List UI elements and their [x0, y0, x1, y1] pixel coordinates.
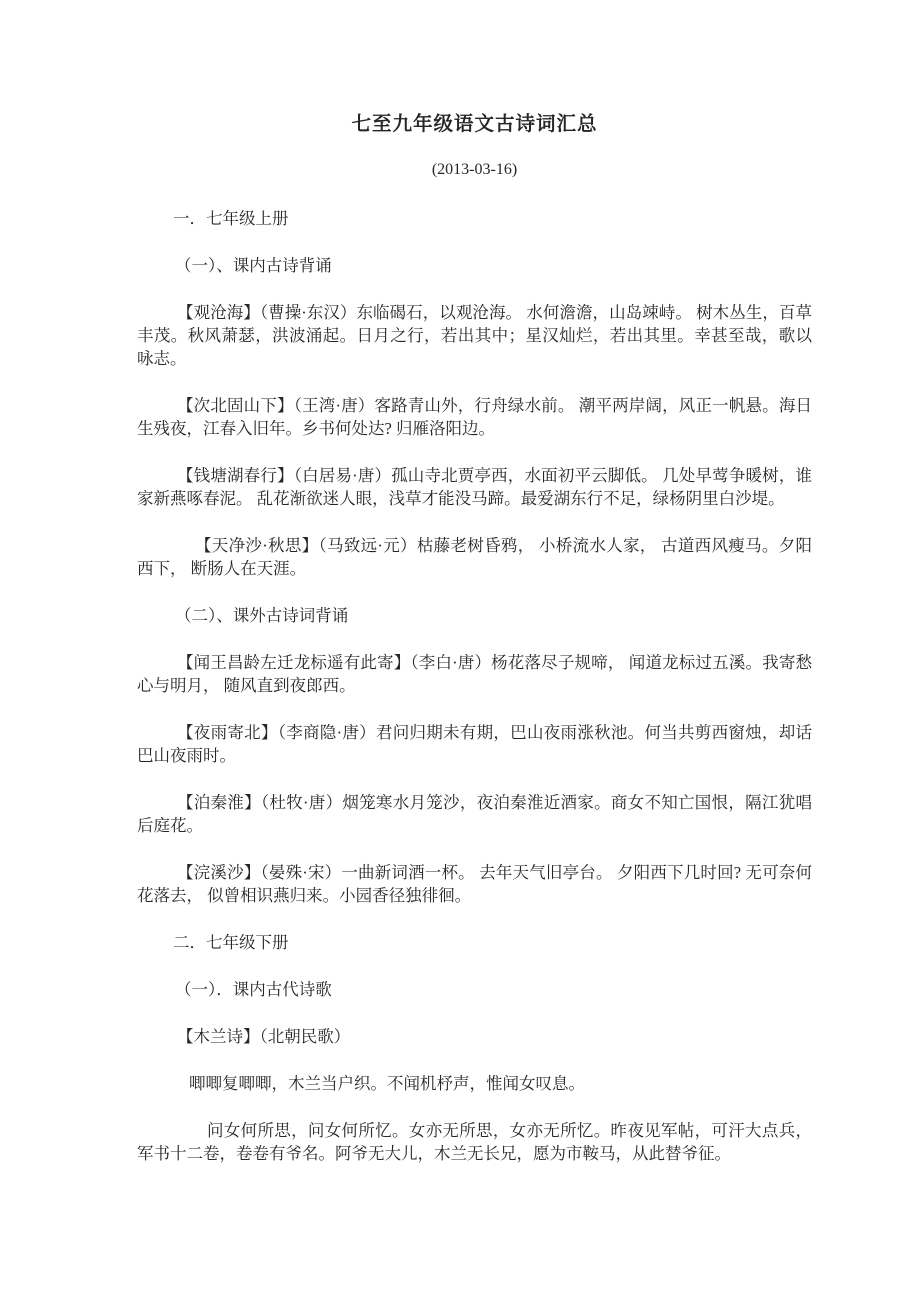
poem-wenwangchangling: 【闻王昌龄左迁龙标遥有此寄】（李白·唐）杨花落尽子规啼， 闻道龙标过五溪。我寄愁心与明月， 随风直到夜郎西。 — [137, 653, 812, 695]
poem-cibeigushanxia: 【次北固山下】（王湾·唐）客路青山外，行舟绿水前。 潮平两岸阔，风正一帆悬。海日生残夜，江春入旧年。乡书何处达? 归雁洛阳边。 — [137, 396, 812, 438]
subsection-heading-in-class: （一）、课内古诗背诵 — [175, 256, 332, 275]
poem-qiantanghuchunxing: 【钱塘湖春行】（白居易·唐）孤山寺北贾亭西，水面初平云脚低。 几处早莺争暖树，谁家新燕啄春泥。 乱花渐欲迷人眼，浅草才能没马蹄。最爱湖东行不足，绿杨阴里白沙堤。 — [137, 466, 812, 508]
poem-yeyujibei: 【夜雨寄北】（李商隐·唐）君问归期未有期，巴山夜雨涨秋池。何当共剪西窗烛，却话巴山夜雨时。 — [137, 723, 812, 765]
poem-mulanshi-stanza-2: 问女何所思，问女何所忆。女亦无所思，女亦无所忆。昨夜见军帖，可汗大点兵，军书十二卷，卷卷有爷名。阿爷无大儿，木兰无长兄，愿为市鞍马，从此替爷征。 — [137, 1121, 812, 1163]
poem-tianjingsha-qiusi: 【天净沙·秋思】（马致远·元）枯藤老树昏鸦， 小桥流水人家， 古道西风瘦马。夕阳西下， 断肠人在天涯。 — [137, 536, 812, 578]
section-heading-grade7-vol2: 二．七年级下册 — [173, 933, 289, 952]
section-heading-grade7-vol1: 一．七年级上册 — [173, 209, 289, 228]
subsection-heading-in-class-2: （一）．课内古代诗歌 — [175, 980, 332, 999]
document-title: 七至九年级语文古诗词汇总 — [351, 114, 598, 135]
poem-mulanshi-stanza-1: 唧唧复唧唧，木兰当户织。不闻机杼声，惟闻女叹息。 — [189, 1074, 585, 1093]
poem-boqinhuai: 【泊秦淮】（杜牧·唐）烟笼寒水月笼沙，夜泊秦淮近酒家。商女不知亡国恨，隔江犹唱后庭花。 — [137, 793, 812, 835]
document-date: (2013-03-16) — [431, 161, 518, 178]
poem-guancanghai: 【观沧海】（曹操·东汉）东临碣石，以观沧海。 水何澹澹，山岛竦峙。 树木丛生，百草丰茂。秋风萧瑟，洪波涌起。日月之行，若出其中；星汉灿烂，若出其里。幸甚至哉，歌以咏志。 — [137, 303, 812, 368]
poem-mulanshi-title: 【木兰诗】（北朝民歌） — [177, 1027, 351, 1046]
poem-huanxisha: 【浣溪沙】（晏殊·宋）一曲新词酒一杯。 去年天气旧亭台。 夕阳西下几时回? 无可奈何花落去， 似曾相识燕归来。小园香径独徘徊。 — [137, 863, 812, 905]
subsection-heading-extra: （二）、课外古诗词背诵 — [175, 606, 349, 625]
